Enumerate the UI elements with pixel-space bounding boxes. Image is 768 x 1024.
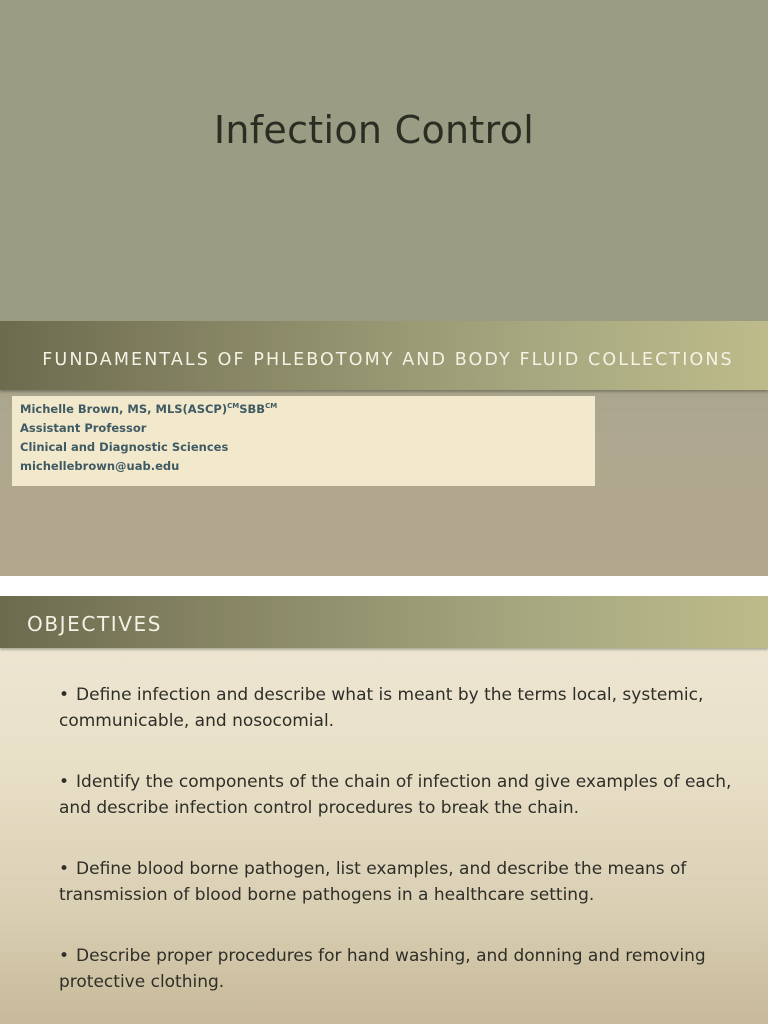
bullet-icon: • <box>59 946 70 966</box>
objectives-list <box>59 682 749 1024</box>
author-department: Clinical and Diagnostic Sciences <box>20 440 229 454</box>
author-credential-sup-1: CM <box>227 402 240 410</box>
slide-separator <box>0 576 768 596</box>
author-position: Assistant Professor <box>20 421 147 435</box>
objective-text: Define infection and describe what is meant by the terms local, systemic, communicable, and nosocomial. <box>59 685 704 731</box>
objective-item <box>59 682 749 734</box>
author-credential-sup-2: CM <box>265 402 278 410</box>
bullet-icon: • <box>59 772 70 792</box>
objectives-slide <box>0 596 768 1024</box>
objective-text: Describe proper procedures for hand washing, and donning and removing protective clothing. <box>59 946 706 992</box>
objective-text: Identify the components of the chain of infection and give examples of each, and describe infection control procedures to break the chain. <box>59 772 732 818</box>
slide-title: Infection Control <box>213 108 535 152</box>
slide-subtitle: FUNDAMENTALS OF PHLEBOTOMY AND BODY FLUID COLLECTIONS <box>42 350 734 370</box>
objectives-title: OBJECTIVES <box>27 612 163 636</box>
objective-item <box>59 943 749 995</box>
objective-item <box>59 769 749 821</box>
objective-text: Define blood borne pathogen, list examples, and describe the means of transmission of blood borne pathogens in a healthcare setting. <box>59 859 687 905</box>
bullet-icon: • <box>59 685 70 705</box>
author-info-box <box>12 396 595 486</box>
author-email: michellebrown@uab.edu <box>20 459 180 473</box>
bullet-icon: • <box>59 859 70 879</box>
objective-item <box>59 856 749 908</box>
author-name <box>20 402 277 416</box>
author-credential-sbb: SBB <box>239 402 266 416</box>
author-name-text: Michelle Brown, MS, MLS(ASCP) <box>20 402 228 416</box>
